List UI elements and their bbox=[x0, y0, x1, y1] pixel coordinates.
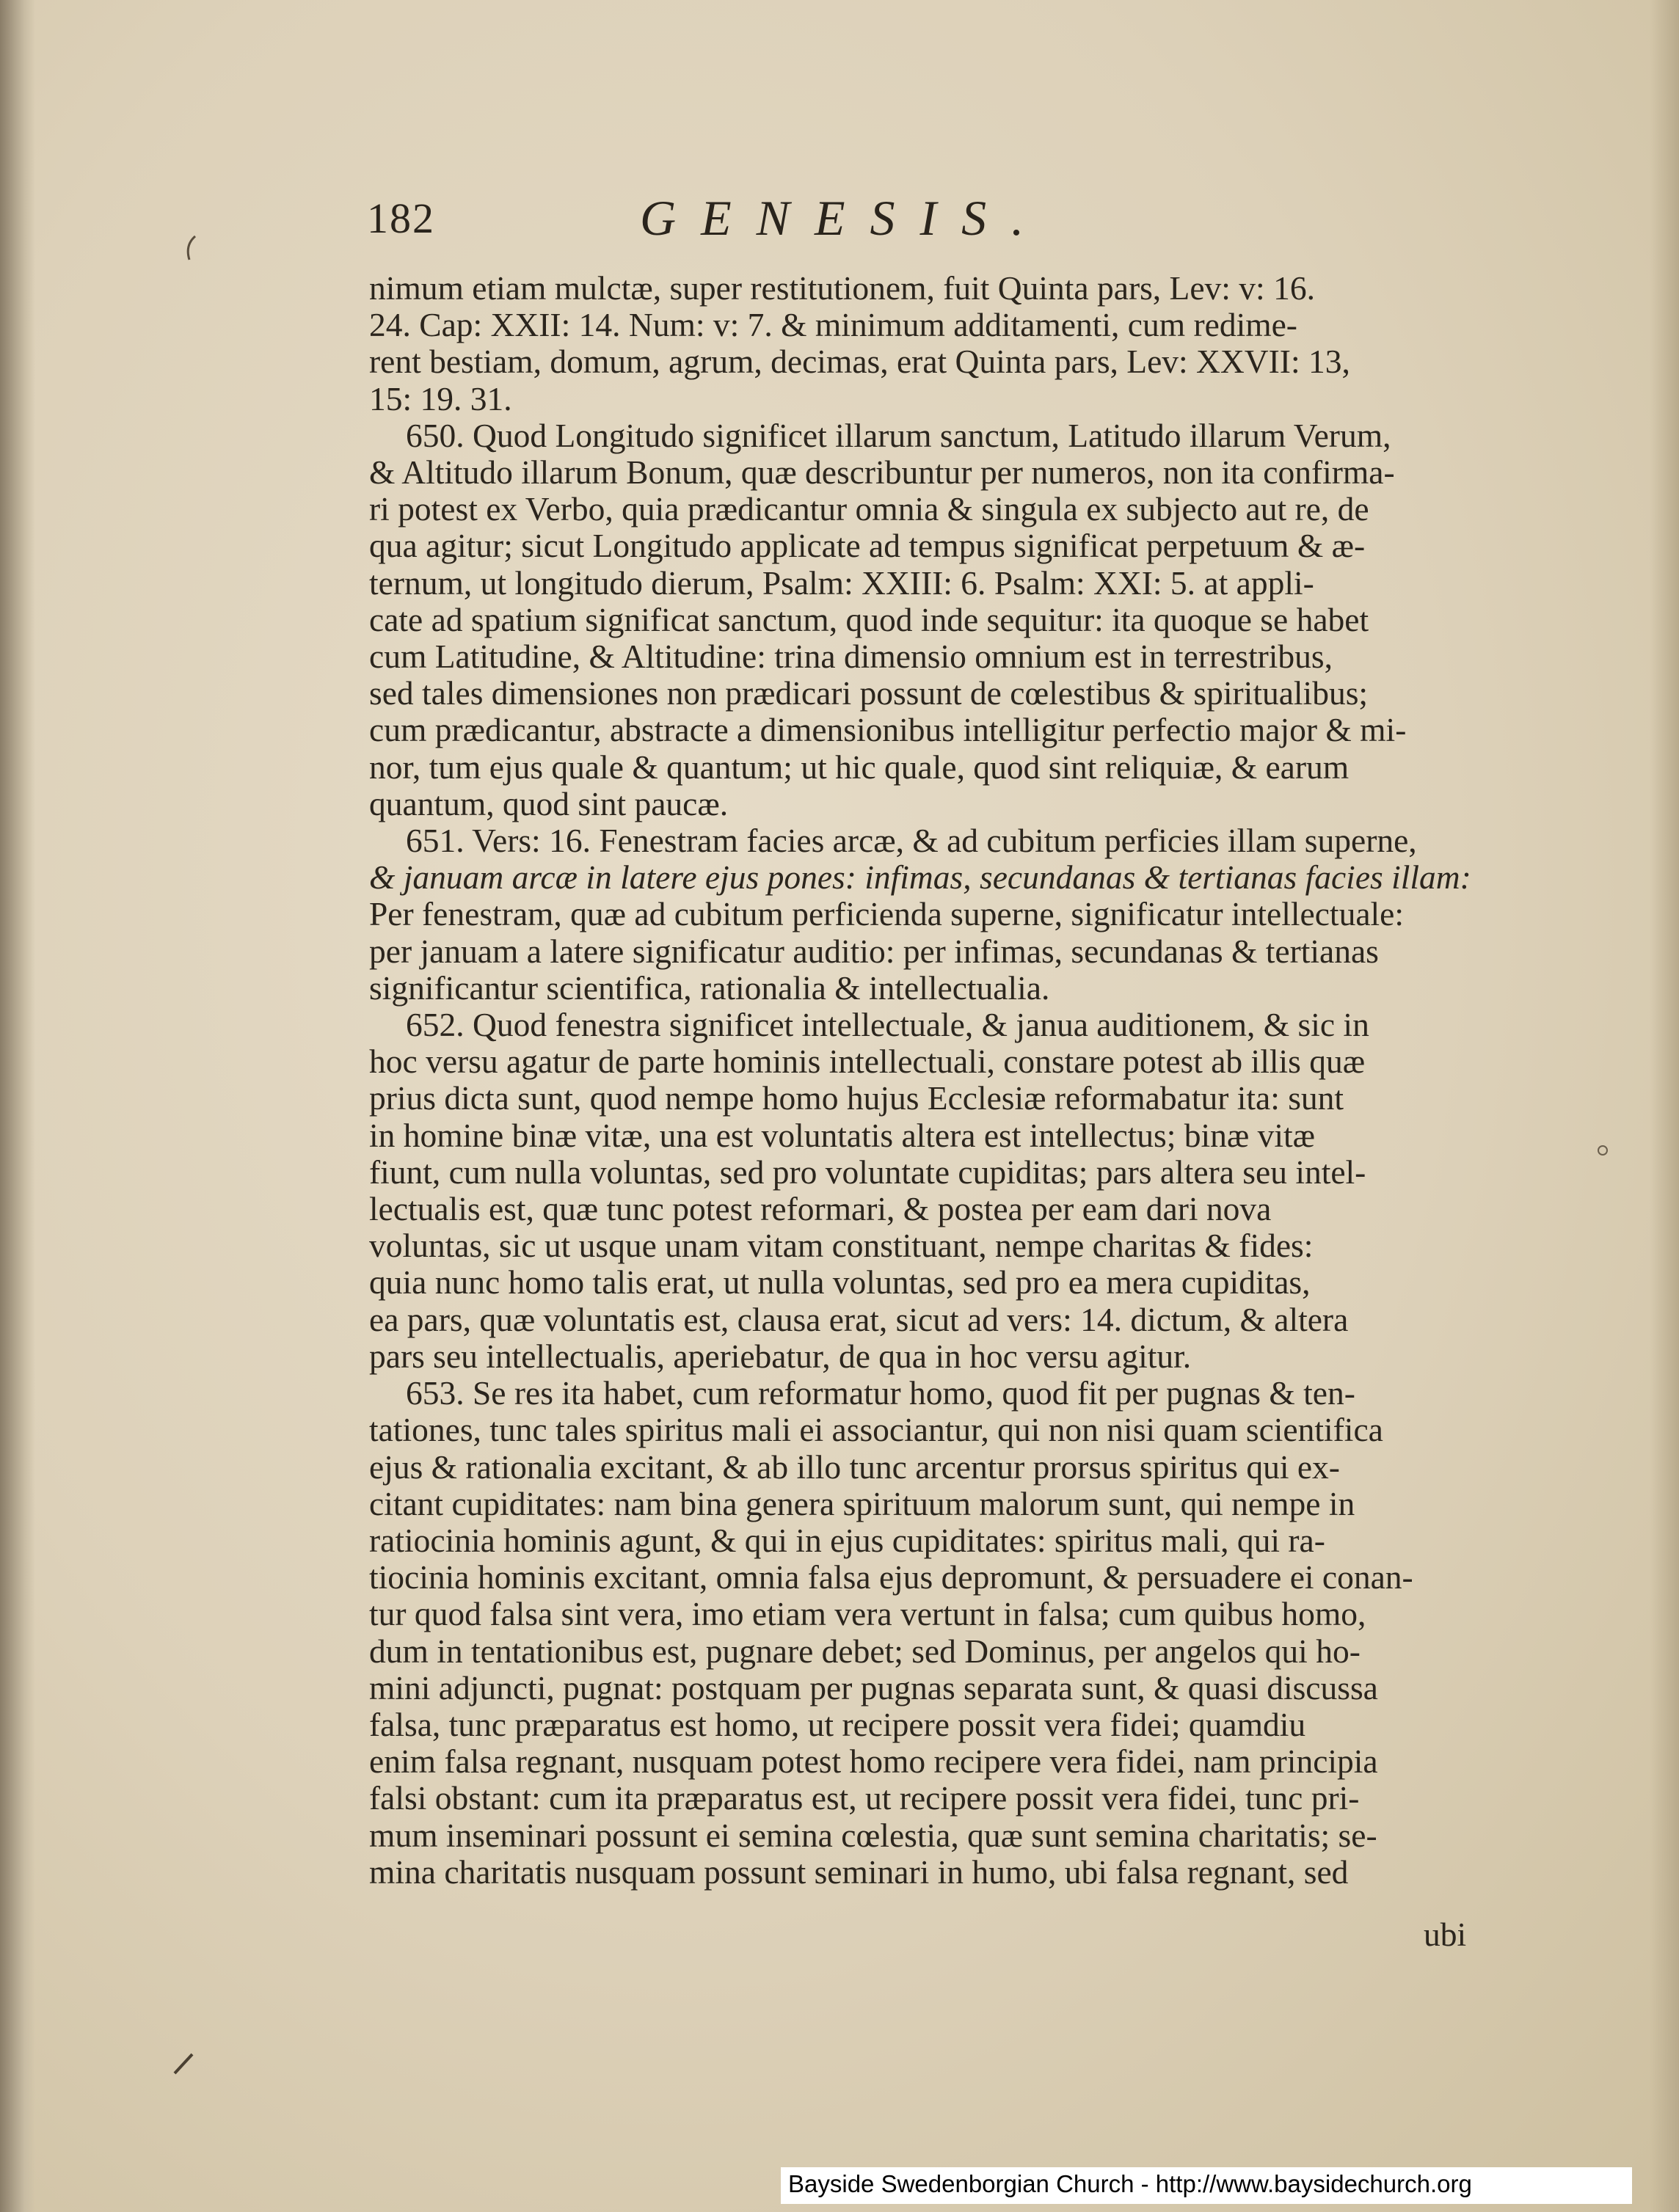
text-line: ea pars, quæ voluntatis est, clausa erat, sicut ad vers: 14. dictum, & altera bbox=[369, 1300, 1349, 1338]
text-line: tationes, tunc tales spiritus mali ei associantur, qui non nisi quam scientifica bbox=[369, 1411, 1383, 1449]
text-line: & Altitudo illarum Bonum, quæ describuntur per numeros, non ita confirma- bbox=[369, 453, 1395, 492]
credit-text: Bayside Swedenborgian Church - http://www.baysidechurch.org bbox=[788, 2170, 1472, 2197]
paragraph-652-start: 652. Quod fenestra significet intellectuale, & janua auditionem, & sic in bbox=[406, 1006, 1369, 1044]
text-line: in homine binæ vitæ, una est voluntatis altera est intellectus; binæ vitæ bbox=[369, 1116, 1316, 1154]
text-line: nimum etiam mulctæ, super restitutionem, fuit Quinta pars, Lev: v: 16. bbox=[369, 269, 1315, 307]
page-number: 182 bbox=[367, 194, 435, 242]
text-line: 24. Cap: XXII: 14. Num: v: 7. & minimum additamenti, cum redime- bbox=[369, 306, 1297, 344]
running-title: GENESIS. bbox=[640, 190, 1049, 246]
text-line: sed tales dimensiones non prædicari possunt de cœlestibus & spiritualibus; bbox=[369, 674, 1369, 712]
text-line: ternum, ut longitudo dierum, Psalm: XXIII: 6. Psalm: XXI: 5. at appli- bbox=[369, 563, 1314, 602]
text-line: tiocinia hominis excitant, omnia falsa ejus depromunt, & persuadere ei conan- bbox=[369, 1558, 1413, 1596]
text-line: pars seu intellectualis, aperiebatur, de qua in hoc versu agitur. bbox=[369, 1337, 1192, 1375]
page-edge bbox=[1650, 0, 1679, 2212]
catchword: ubi bbox=[1424, 1916, 1467, 1953]
text-line: ratiocinia hominis agunt, & qui in ejus cupiditates: spiritus mali, qui ra- bbox=[369, 1521, 1325, 1559]
paragraph-653-start: 653. Se res ita habet, cum reformatur homo, quod fit per pugnas & ten- bbox=[406, 1374, 1355, 1412]
ink-mark-left bbox=[182, 233, 200, 263]
ink-mark-right bbox=[1595, 1143, 1610, 1158]
text-line: rent bestiam, domum, agrum, decimas, erat Quinta pars, Lev: XXVII: 13, bbox=[369, 343, 1350, 381]
spine-shadow bbox=[0, 0, 35, 2212]
text-line: fiunt, cum nulla voluntas, sed pro voluntate cupiditas; pars altera seu intel- bbox=[369, 1153, 1366, 1191]
text-line: nor, tum ejus quale & quantum; ut hic quale, quod sint reliquiæ, & earum bbox=[369, 748, 1350, 786]
text-line: mini adjuncti, pugnat: postquam per pugnas separata sunt, & quasi discussa bbox=[369, 1668, 1378, 1707]
text-line: mum inseminari possunt ei semina cœlestia, quæ sunt semina charitatis; se- bbox=[369, 1816, 1377, 1854]
text-line: quantum, quod sint paucæ. bbox=[369, 784, 729, 822]
text-line: falsi obstant: cum ita præparatus est, ut recipere possit vera fidei, tunc pri- bbox=[369, 1779, 1360, 1817]
page-header bbox=[367, 189, 1482, 255]
paragraph-650-start: 650. Quod Longitudo significet illarum sanctum, Latitudo illarum Verum, bbox=[406, 416, 1391, 454]
text-line: hoc versu agatur de parte hominis intellectuali, constare potest ab illis quæ bbox=[369, 1043, 1366, 1081]
paragraph-651-start: 651. Vers: 16. Fenestram facies arcæ, & ad cubitum perficies illam superne, bbox=[406, 822, 1417, 860]
text-line: cate ad spatium significat sanctum, quod inde sequitur: ita quoque se habet bbox=[369, 600, 1369, 638]
text-line: cum prædicantur, abstracte a dimensionibus intelligitur perfectio major & mi- bbox=[369, 711, 1407, 749]
text-line: significantur scientifica, rationalia & intellectualia. bbox=[369, 968, 1050, 1007]
text-line: cum Latitudine, & Altitudine: trina dimensio omnium est in terrestribus, bbox=[369, 638, 1333, 676]
text-line: falsa, tunc præparatus est homo, ut recipere possit vera fidei; quamdiu bbox=[369, 1705, 1306, 1743]
text-line: enim falsa regnant, nusquam potest homo recipere vera fidei, nam principia bbox=[369, 1742, 1378, 1781]
text-line: 15: 19. 31. bbox=[369, 379, 512, 417]
text-line: lectualis est, quæ tunc potest reformari, & postea per eam dari nova bbox=[369, 1190, 1272, 1228]
text-line: Per fenestram, quæ ad cubitum perficienda superne, significatur intellectuale: bbox=[369, 895, 1404, 933]
text-line: ejus & rationalia excitant, & ab illo tunc arcentur prorsus spiritus qui ex- bbox=[369, 1448, 1340, 1486]
text-line: & januam arcæ in latere ejus pones: infimas, secundanas & tertianas facies illam: bbox=[369, 858, 1471, 897]
text-line: tur quod falsa sint vera, imo etiam vera vertunt in falsa; cum quibus homo, bbox=[369, 1595, 1366, 1633]
text-line: quia nunc homo talis erat, ut nulla voluntas, sed pro ea mera cupiditas, bbox=[369, 1263, 1311, 1302]
text-line: dum in tentationibus est, pugnare debet; sed Dominus, per angelos qui ho- bbox=[369, 1632, 1361, 1670]
text-line: per januam a latere significatur auditio: per infimas, secundanas & tertianas bbox=[369, 932, 1379, 970]
text-line: mina charitatis nusquam possunt seminari in humo, ubi falsa regnant, sed bbox=[369, 1853, 1349, 1891]
text-line: ri potest ex Verbo, quia prædicantur omnia & singula ex subjecto aut re, de bbox=[369, 490, 1369, 528]
body-text bbox=[369, 270, 1477, 1891]
text-line: prius dicta sunt, quod nempe homo hujus Ecclesiæ reformabatur ita: sunt bbox=[369, 1079, 1344, 1117]
credit-banner bbox=[781, 2167, 1632, 2204]
text-line: qua agitur; sicut Longitudo applicate ad tempus significat perpetuum & æ- bbox=[369, 527, 1366, 565]
ink-mark-bottom bbox=[170, 2051, 197, 2078]
text-line: voluntas, sic ut usque unam vitam constituant, nempe charitas & fides: bbox=[369, 1227, 1314, 1265]
text-line: citant cupiditates: nam bina genera spirituum malorum sunt, qui nempe in bbox=[369, 1484, 1355, 1522]
